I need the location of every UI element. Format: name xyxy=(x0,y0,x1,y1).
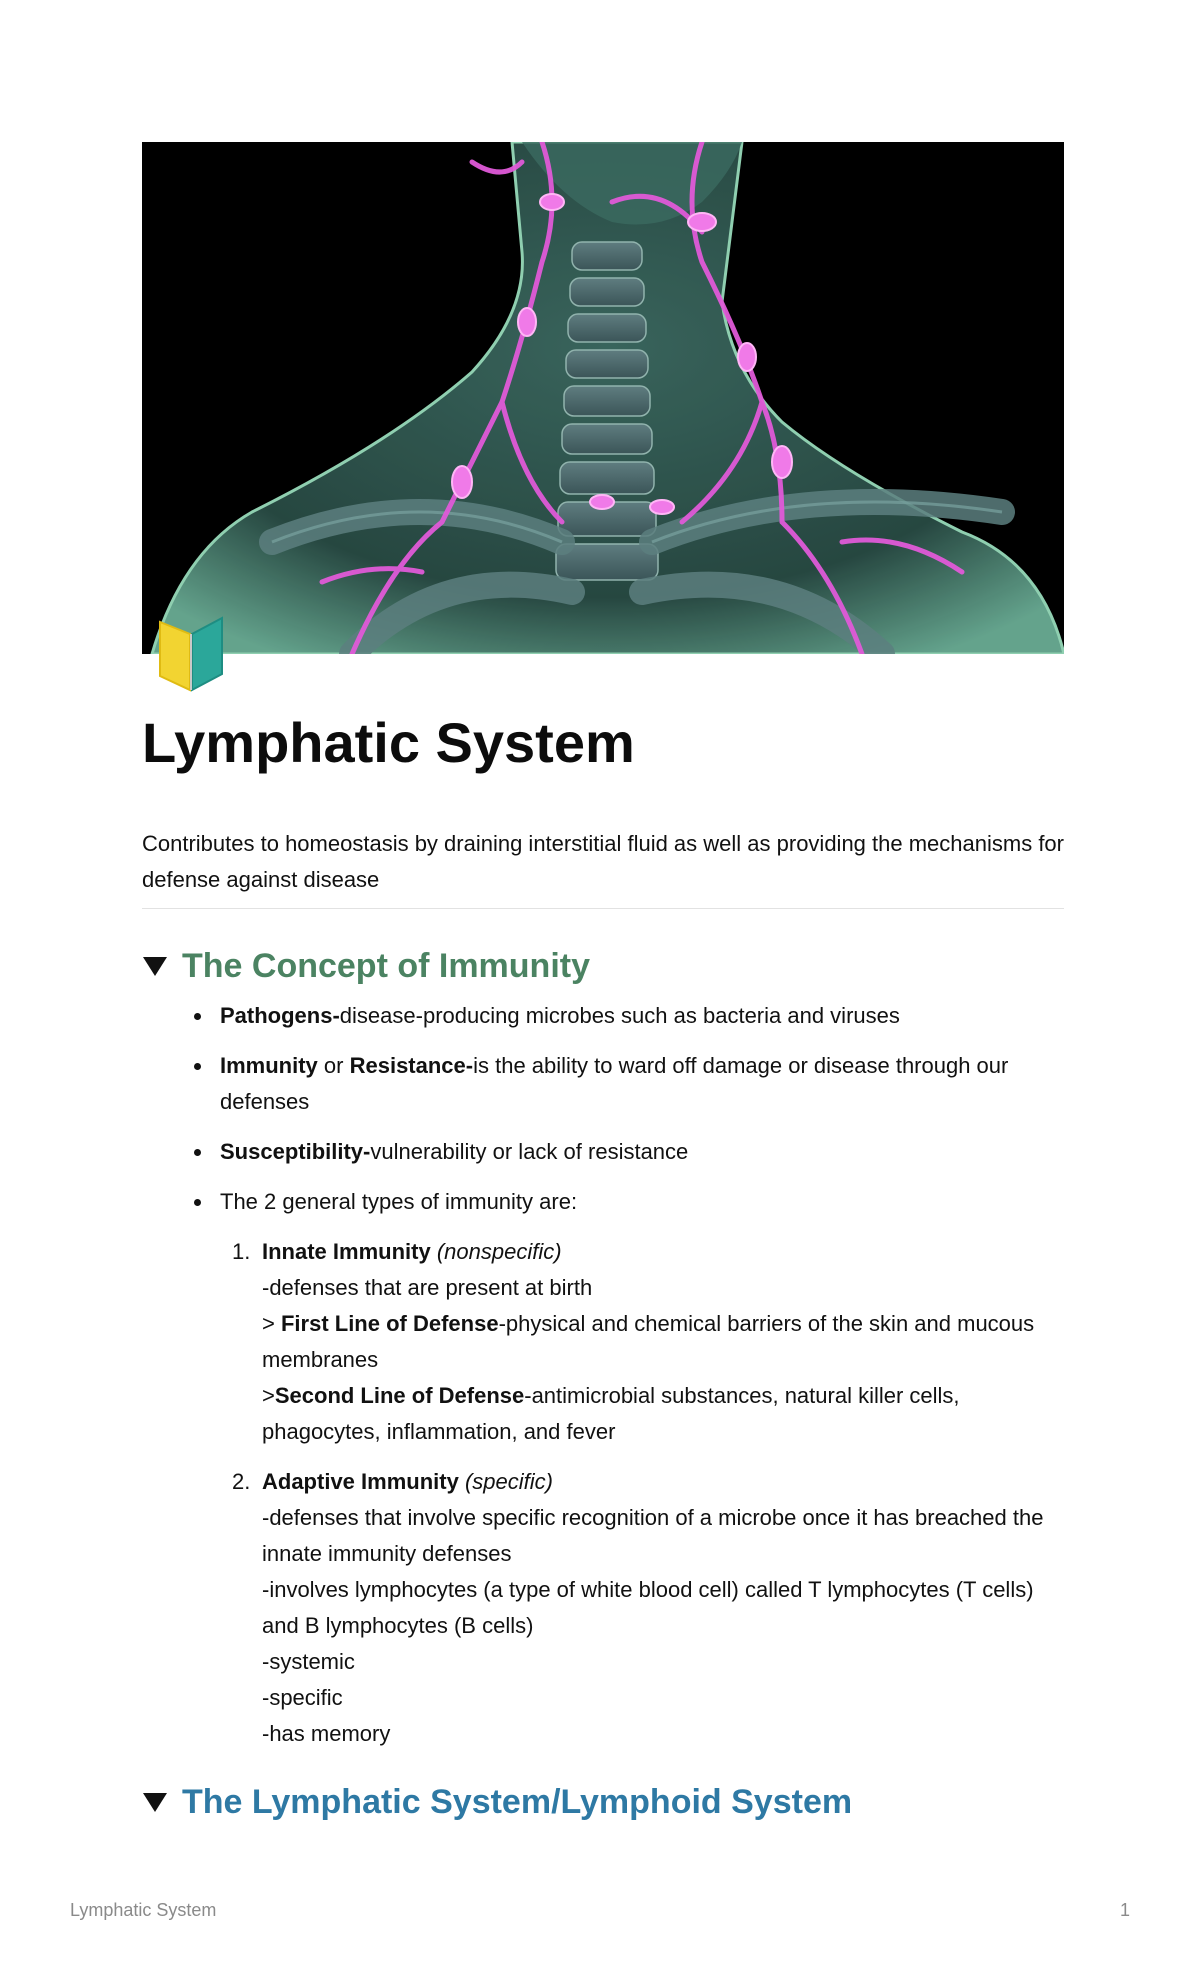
prefix: > xyxy=(262,1383,275,1408)
definition: is the ability to ward off damage or disease through our defenses xyxy=(220,1053,1009,1114)
list-item xyxy=(142,1184,1064,1220)
definition: -physical and chemical barriers of the skin and mucous membranes xyxy=(262,1311,1035,1372)
list-item xyxy=(142,1134,1064,1170)
section-heading: The Lymphatic System/Lymphoid System xyxy=(182,1783,853,1821)
open-book-icon xyxy=(156,612,226,696)
list-number: 2. xyxy=(232,1469,251,1494)
section-content xyxy=(142,998,1064,1766)
list-item xyxy=(142,1048,1064,1120)
toggle-lymphatic-system[interactable] xyxy=(142,1780,852,1824)
footer-title: Lymphatic System xyxy=(70,1900,217,1920)
divider xyxy=(142,908,1064,909)
term: Second Line of Defense xyxy=(274,1383,525,1408)
term: Adaptive Immunity xyxy=(262,1469,459,1494)
definition: -antimicrobial substances, natural killer cells, phagocytes, inflammation, and fever xyxy=(262,1383,960,1444)
intro-paragraph: Contributes to homeostasis by draining interstitial fluid as well as providing the mechanisms for defense against disease xyxy=(142,831,1064,892)
term: Resistance- xyxy=(349,1053,474,1078)
term: Immunity xyxy=(220,1053,318,1078)
lymphatic-anatomy-illustration xyxy=(142,142,1064,654)
connector: or xyxy=(317,1053,350,1078)
description-line: -has memory xyxy=(262,1721,391,1746)
description-line: -defenses that are present at birth xyxy=(262,1275,593,1300)
description-line: -systemic xyxy=(262,1649,355,1674)
description-line: -involves lymphocytes (a type of white blood cell) called T lymphocytes (T cells) and B lymphocytes (B cells) xyxy=(262,1577,1034,1638)
term: Susceptibility- xyxy=(220,1139,371,1164)
toggle-concept-of-immunity[interactable] xyxy=(142,944,590,988)
term: First Line of Defense xyxy=(280,1311,499,1336)
definition: disease-producing microbes such as bacteria and viruses xyxy=(339,1003,900,1028)
qualifier: (nonspecific) xyxy=(436,1239,562,1264)
list-text: The 2 general types of immunity are: xyxy=(220,1189,578,1214)
numbered-list xyxy=(142,1234,1064,1752)
triangle-down-icon[interactable] xyxy=(142,1791,168,1813)
description-line: -defenses that involve specific recognition of a microbe once it has breached the innate immunity defenses xyxy=(262,1505,1044,1566)
cover-image xyxy=(142,142,1064,654)
list-item-innate-immunity xyxy=(142,1234,1064,1450)
qualifier: (specific) xyxy=(464,1469,553,1494)
section-heading: The Concept of Immunity xyxy=(182,947,590,985)
list-number: 1. xyxy=(232,1239,251,1264)
triangle-down-icon[interactable] xyxy=(142,955,168,977)
term: Innate Immunity xyxy=(262,1239,431,1264)
prefix: > xyxy=(262,1311,281,1336)
list-item-adaptive-immunity xyxy=(142,1464,1064,1752)
page-number: 1 xyxy=(1119,1900,1130,1920)
definition: vulnerability or lack of resistance xyxy=(370,1139,689,1164)
bullet-list xyxy=(142,998,1064,1220)
page-title: Lymphatic System xyxy=(142,711,635,774)
list-item xyxy=(142,998,1064,1034)
term: Pathogens- xyxy=(220,1003,340,1028)
description-line: -specific xyxy=(262,1685,343,1710)
